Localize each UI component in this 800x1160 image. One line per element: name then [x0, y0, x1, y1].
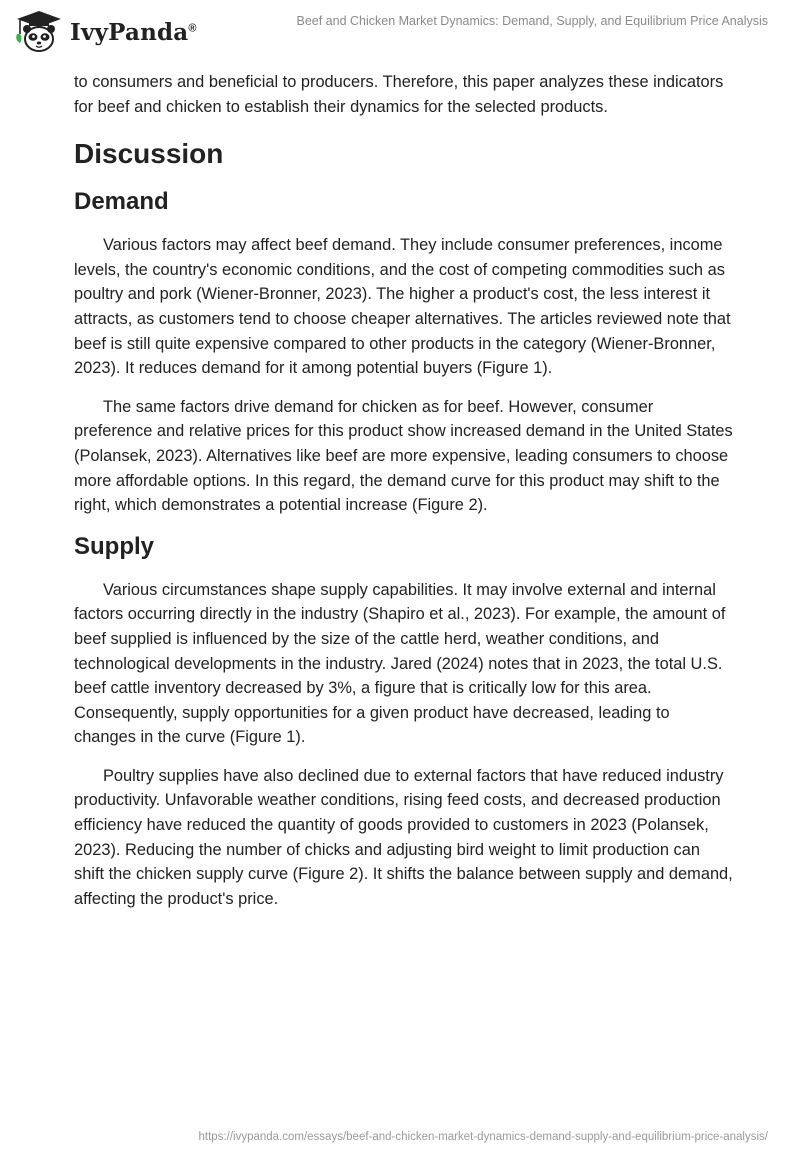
discussion-heading: Discussion [74, 138, 224, 170]
demand-paragraph-chicken: The same factors drive demand for chicken as for beef. However, consumer preference and relative prices for this product show increased demand in the United States (Polansek, 2023). Alternatives like beef are more expensive, leading consumers to choose more affordable options. In this regard, the demand curve for this product may shift to the right, which demonstrates a potential increase (Figure 2). [74, 397, 733, 515]
supply-heading: Supply [74, 532, 155, 560]
source-url[interactable]: https://ivypanda.com/essays/beef-and-chicken-market-dynamics-demand-supply-and-equilibrium-price-analysis/ [198, 1131, 768, 1143]
supply-paragraph-beef: Various circumstances shape supply capabilities. It may involve external and internal factors occurring directly in the industry (Shapiro et al., 2023). For example, the amount of beef supplied is influenced by the size of the cattle herd, weather conditions, and technological developments in the industry. Jared (2024) notes that in 2023, the total U.S. beef cattle inventory decreased by 3%, a figure that is critically low for this area. Consequently, supply opportunities for a given product have decreased, leading to changes in the curve (Figure 1). [74, 580, 726, 747]
demand-heading: Demand [74, 188, 169, 216]
document-title: Beef and Chicken Market Dynamics: Demand, Supply, and Equilibrium Price Analysis [296, 14, 768, 28]
page-header [0, 0, 800, 70]
intro-paragraph-tail: to consumers and beneficial to producers. Therefore, this paper analyzes these indicators for beef and chicken to establish their dynamics for the selected products. [74, 73, 724, 116]
document-body [74, 70, 734, 925]
logo-wordmark: IvyPanda® [70, 18, 197, 46]
ivypanda-logo[interactable] [14, 8, 197, 54]
supply-paragraph-poultry: Poultry supplies have also declined due to external factors that have reduced industry productivity. Unfavorable weather conditions, rising feed costs, and decreased production efficiency have reduced the quantity of goods provided to customers in 2023 (Polansek, 2023). Reducing the number of chicks and adjusting bird weight to limit production can shift the chicken supply curve (Figure 2). It shifts the balance between supply and demand, affecting the product's price. [74, 766, 733, 908]
registered-mark: ® [188, 21, 197, 34]
panda-graduate-icon [14, 8, 64, 54]
demand-paragraph-beef: Various factors may affect beef demand. They include consumer preferences, income levels, the country's economic conditions, and the cost of competing commodities such as poultry and pork (Wiener-Bronner, 2023). The higher a product's cost, the less interest it attracts, as customers tend to choose cheaper alternatives. The articles reviewed note that beef is still quite expensive compared to other products in the category (Wiener-Bronner, 2023). It reduces demand for it among potential buyers (Figure 1). [74, 236, 731, 378]
